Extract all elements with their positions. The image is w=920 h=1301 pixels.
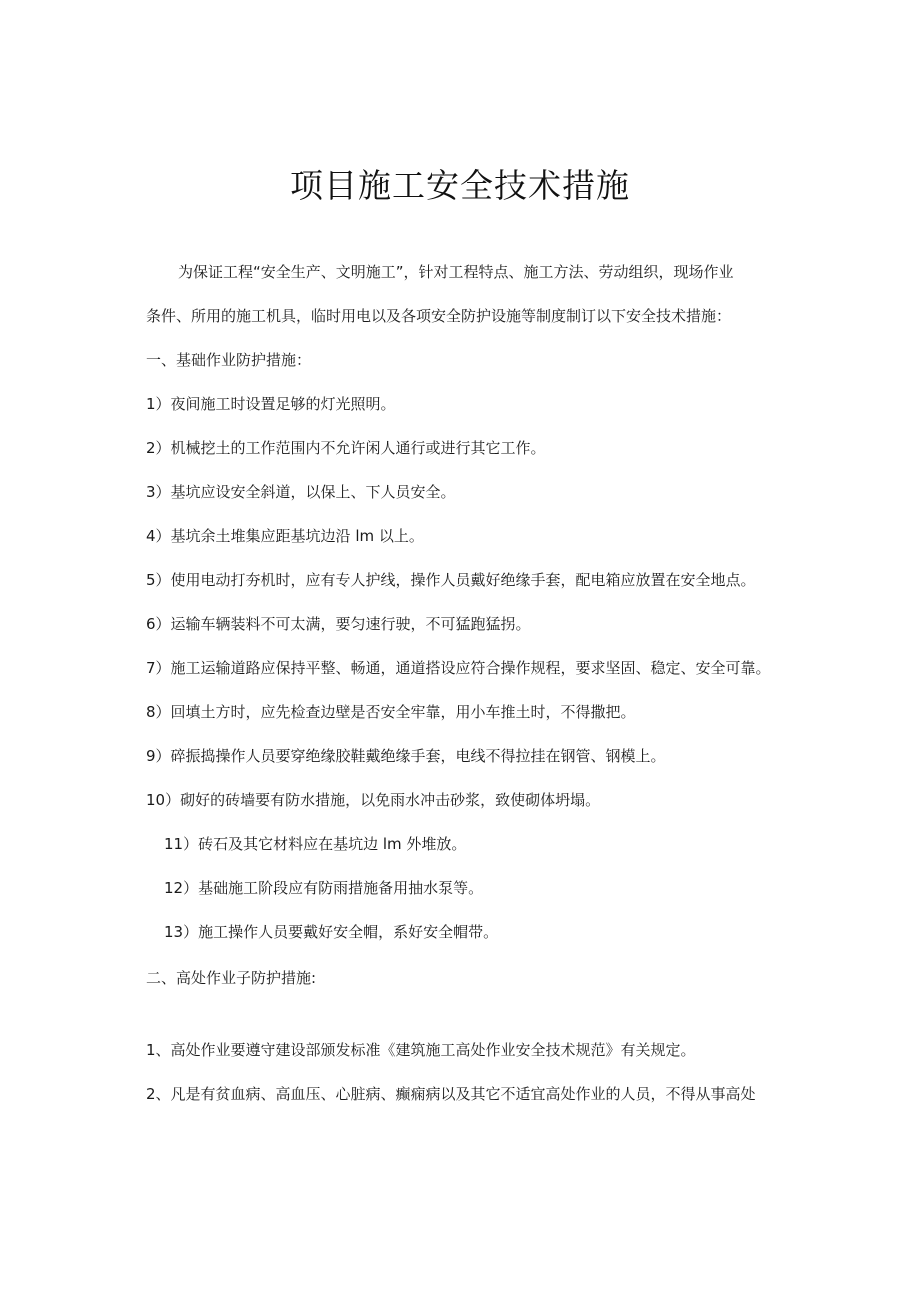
list-item: 1、高处作业要遵守建设部颁发标准《建筑施工高处作业安全技术规范》有关规定。 — [146, 1041, 696, 1059]
list-item: 3）基坑应设安全斜道，以保上、下人员安全。 — [146, 483, 456, 501]
list-item: 5）使用电动打夯机时，应有专人护线，操作人员戴好绝缘手套，配电箱应放置在安全地点。 — [146, 571, 756, 589]
list-item: 13）施工操作人员要戴好安全帽，系好安全帽带。 — [164, 923, 499, 941]
intro-paragraph-line-2: 条件、所用的施工机具，临时用电以及各项安全防护设施等制度制订以下安全技术措施： — [146, 307, 732, 325]
section-heading-high-altitude: 二、高处作业子防护措施: — [146, 969, 317, 987]
list-item: 2）机械挖土的工作范围内不允许闲人通行或进行其它工作。 — [146, 439, 546, 457]
list-item: 7）施工运输道路应保持平整、畅通，通道搭设应符合操作规程，要求坚固、稳定、安全可靠。 — [146, 659, 771, 677]
intro-paragraph-line-1: 为保证工程“安全生产、文明施工”，针对工程特点、施工方法、劳动组织，现场作业 — [178, 263, 734, 281]
list-item: 6）运输车辆装料不可太满，要匀速行驶，不可猛跑猛拐。 — [146, 615, 531, 633]
list-item: 2、凡是有贫血病、高血压、心脏病、癫痫病以及其它不适宜高处作业的人员，不得从事高处 — [146, 1085, 756, 1103]
list-item: 8）回填土方时，应先检查边壁是否安全牢靠，用小车推土时，不得撒把。 — [146, 703, 636, 721]
list-item: 11）砖石及其它材料应在基坑边 lm 外堆放。 — [164, 835, 467, 853]
list-item: 1）夜间施工时设置足够的灯光照明。 — [146, 395, 396, 413]
document-title: 项目施工安全技术措施 — [290, 166, 630, 205]
list-item: 9）碎振捣操作人员要穿绝缘胶鞋戴绝缘手套，电线不得拉挂在钢管、钢模上。 — [146, 747, 666, 765]
list-item: 4）基坑余土堆集应距基坑边沿 lm 以上。 — [146, 527, 424, 545]
list-item: 12）基础施工阶段应有防雨措施备用抽水泵等。 — [164, 879, 484, 897]
section-heading-foundation: 一、基础作业防护措施： — [146, 351, 312, 369]
list-item: 10）砌好的砖墙要有防水措施，以免雨水冲击砂浆，致使砌体坍塌。 — [146, 791, 601, 809]
